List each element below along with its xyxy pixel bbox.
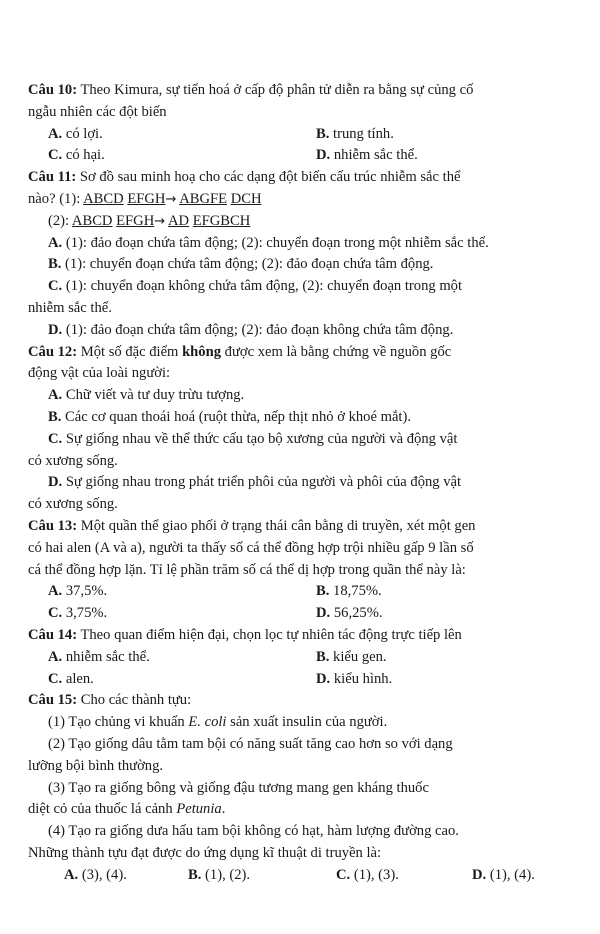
option-a[interactable]: A. (1): đảo đoạn chứa tâm động; (2): chuyển đoạn trong một nhiễm sắc thể. [48,234,489,251]
scheme-2: (2): ABCD EFGH→ AD EFGBCH [48,212,251,229]
item-4-cont: Những thành tựu đạt được do ứng dụng kĩ thuật di truyền là: [28,844,382,861]
stem-text: Sơ đồ sau minh hoạ cho các dạng đột biến cấu trúc nhiễm sắc thể [79,169,461,186]
option-row [28,865,560,887]
option-d[interactable]: D. kiểu hình. [316,670,393,687]
option-row [28,145,560,167]
option-c[interactable]: C. alen. [48,670,94,687]
option-a[interactable]: A. (3), (4). [64,866,127,883]
question-stem: Câu 13: Một quần thể giao phối ở trạng thái cân bằng di truyền, xét một gen [28,517,476,534]
item-2: (2) Tạo giống dâu tằm tam bội có năng suất tăng cao hơn so với dạng [48,735,453,752]
item-3: (3) Tạo ra giống bông và giống đậu tương mang gen kháng thuốc [48,779,429,796]
option-c[interactable]: C. Sự giống nhau về thể thức cấu tạo bộ xương của người và động vật [48,430,458,447]
option-a[interactable]: A. Chữ viết và tư duy trừu tượng. [48,387,245,404]
question-13 [28,516,560,625]
question-stem [28,80,560,102]
option-c[interactable]: C. 3,75%. [48,605,108,622]
item-3-cont: diệt cỏ của thuốc lá cảnh Petunia. [28,801,226,818]
stem-text: động vật của loài người: [28,365,171,382]
question-number: Câu 12: [28,343,78,360]
option-c-cont: nhiễm sắc thể. [28,299,112,316]
question-number: Câu 15: [28,692,78,709]
option-a[interactable]: A. nhiễm sắc thể. [48,648,150,665]
question-14 [28,625,560,690]
option-c[interactable]: C. (1): chuyển đoạn không chứa tâm động, (2): chuyển đoạn trong một [48,278,463,295]
option-a[interactable]: A. có lợi. [48,125,103,142]
stem-text: cá thể đồng hợp lặn. Tỉ lệ phần trăm số cá thể dị hợp trong quần thể này là: [28,561,466,578]
stem-text: ngẫu nhiên các đột biến [28,103,167,120]
question-stem: Câu 14: Theo quan điểm hiện đại, chọn lọc tự nhiên tác động trực tiếp lên [28,626,462,643]
option-c[interactable]: C. (1), (3). [336,866,399,883]
item-4: (4) Tạo ra giống dưa hấu tam bội không có hạt, hàm lượng đường cao. [48,823,459,840]
question-stem: Câu 15: Cho các thành tựu: [28,692,192,709]
question-stem [28,167,560,189]
option-c-cont: có xương sống. [28,452,118,469]
question-number: Câu 10: [28,82,78,98]
option-row [28,124,560,146]
option-d[interactable]: D. 56,25%. [316,605,383,622]
option-d[interactable]: D. (1): đảo đoạn chứa tâm động; (2): đảo đoạn không chứa tâm động. [48,321,454,338]
option-d[interactable]: D. Sự giống nhau trong phát triển phôi của người và phôi của động vật [48,474,462,491]
option-b[interactable]: B. 18,75%. [316,583,382,600]
question-number: Câu 11: [28,169,77,186]
option-row [28,647,560,669]
option-row [28,581,560,603]
option-b[interactable]: B. kiểu gen. [316,648,387,665]
question-number: Câu 14: [28,626,78,643]
option-d-cont: có xương sống. [28,496,118,513]
option-b[interactable]: B. (1), (2). [188,866,251,883]
item-1: (1) Tạo chủng vi khuẩn E. coli sản xuất insulin của người. [48,714,388,731]
option-b[interactable]: B. (1): chuyển đoạn chứa tâm động; (2): đảo đoạn chứa tâm động. [48,256,434,273]
arrow-icon: → [154,213,166,229]
question-15 [28,690,560,886]
question-10 [28,80,560,167]
option-row [28,603,560,625]
question-12 [28,342,560,516]
option-b[interactable]: B. Các cơ quan thoái hoá (ruột thừa, nếp thịt nhỏ ở khoé mắt). [48,408,411,425]
option-d[interactable]: D. nhiễm sắc thể. [316,147,418,164]
question-11 [28,167,560,341]
option-a[interactable]: A. 37,5%. [48,583,108,600]
question-number: Câu 13: [28,517,78,534]
option-row [28,669,560,691]
stem-text: có hai alen (A và a), người ta thấy số cá thể đồng hợp trội nhiều gấp 9 lần số [28,539,474,556]
scheme-1: nào? (1): ABCD EFGH→ ABGFE DCH [28,190,262,207]
item-2-cont: lưỡng bội bình thường. [28,757,164,774]
option-d[interactable]: D. (1), (4). [472,866,535,883]
question-stem: Câu 12: Một số đặc điểm không được xem là bằng chứng về nguồn gốc [28,343,452,360]
arrow-icon: → [165,191,177,207]
option-c[interactable]: C. có hại. [48,147,105,164]
stem-text: Theo Kimura, sự tiến hoá ở cấp độ phân tử diễn ra bằng sự củng cố [80,82,474,98]
option-b[interactable]: B. trung tính. [316,125,394,142]
